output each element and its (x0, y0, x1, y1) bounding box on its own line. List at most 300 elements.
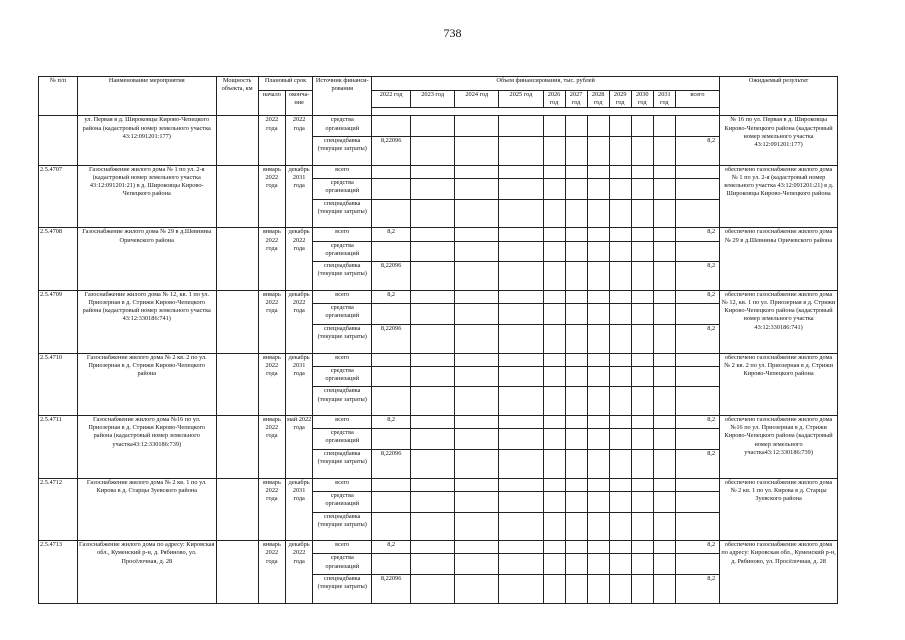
header-period: Плановый срок (258, 77, 313, 91)
value-year (587, 575, 609, 604)
funding-source: всего (313, 228, 372, 241)
value-year (455, 491, 499, 512)
value-total (675, 304, 719, 325)
value-year (609, 290, 631, 303)
expected-result: обеспечено газоснабжение жилого дома по адресу: Кировская обл., Куменский р-н, д. Рябиново, ул. Просёлочная, д. 28 (720, 541, 838, 604)
value-year (587, 241, 609, 262)
value-year (609, 137, 631, 166)
value-2022 (372, 478, 411, 491)
value-year (565, 416, 587, 429)
value-year (499, 416, 543, 429)
header-year: 2027 год (565, 91, 587, 108)
value-year (543, 491, 565, 512)
value-2022 (372, 116, 411, 137)
value-year (499, 512, 543, 541)
value-year (631, 290, 653, 303)
value-year (653, 575, 675, 604)
header-year: 2023 год (411, 91, 455, 108)
value-year (411, 178, 455, 199)
value-year (609, 366, 631, 387)
value-year (653, 416, 675, 429)
value-year (587, 416, 609, 429)
value-year (587, 165, 609, 178)
event-name: Газоснабжение жилого дома № 2 кв. 2 по ул. Приозерная в д. Стрижи Кирово-Чепецкого района (77, 353, 216, 416)
value-year (455, 575, 499, 604)
value-year (543, 416, 565, 429)
value-year (631, 491, 653, 512)
value-year (609, 304, 631, 325)
table-row (39, 478, 838, 491)
value-year (587, 178, 609, 199)
end-date: декабрь 2031 года (286, 165, 313, 228)
value-2022 (372, 178, 411, 199)
value-year (499, 387, 543, 416)
value-year (565, 491, 587, 512)
value-year (455, 165, 499, 178)
value-year (411, 262, 455, 291)
value-year (455, 478, 499, 491)
capacity-cell (216, 416, 258, 479)
event-name: Газоснабжение жилого дома № 2 кв. 1 по ул. Кирова в д. Старцы Зуевского района (77, 478, 216, 541)
value-year (653, 353, 675, 366)
row-number: 2.5.4708 (39, 228, 78, 291)
value-2022: 8,22096 (372, 575, 411, 604)
value-year (609, 324, 631, 353)
expected-result: обеспечено газоснабжение жилого дома № 1 по ул. 2-я (кадастровый номер земельного участка 43:12:091201:21) в д. Широковцы Кирово-Чепецкого района (720, 165, 838, 228)
value-year (653, 387, 675, 416)
funding-source: спецнадбавка (текущие затраты) (313, 387, 372, 416)
value-year (543, 199, 565, 228)
value-year (499, 429, 543, 450)
value-year (631, 199, 653, 228)
value-year (499, 449, 543, 478)
value-total (675, 491, 719, 512)
value-year (411, 512, 455, 541)
end-date: май 2022 года (286, 416, 313, 479)
value-year (455, 387, 499, 416)
value-year (609, 512, 631, 541)
value-year (499, 137, 543, 166)
value-year (543, 541, 565, 554)
table-row (39, 541, 838, 554)
capacity-cell (216, 290, 258, 353)
table-row (39, 116, 838, 137)
value-2022: 8,22096 (372, 449, 411, 478)
value-year (411, 290, 455, 303)
value-total (675, 178, 719, 199)
funding-source: всего (313, 416, 372, 429)
funding-source: средства организаций (313, 116, 372, 137)
event-name: Газоснабжение жилого дома № 1 по ул. 2-я (кадастровый номер земельного участка 43:12:091201:21) в д. Широковцы Кирово-Чепецкого района (77, 165, 216, 228)
end-date: декабрь 2031 года (286, 478, 313, 541)
value-year (631, 366, 653, 387)
header-end: оконча-ние (286, 91, 313, 116)
expected-result: обеспечено газоснабжение жилого дома № 12, кв. 1 по ул. Приозерная в д. Стрижи Кирово-Чепецкого района (кадастровый номер земельного участка 43:12:330186:741) (720, 290, 838, 353)
table-row (39, 290, 838, 303)
start-date: январь 2022 года (258, 165, 285, 228)
header-start: начало (258, 91, 285, 116)
value-total (675, 165, 719, 178)
value-total: 8,2 (675, 262, 719, 291)
value-year (565, 304, 587, 325)
value-year (631, 304, 653, 325)
funding-table (38, 76, 838, 604)
header-num: № п/п (39, 77, 78, 116)
start-date: январь 2022 года (258, 416, 285, 479)
value-year (565, 541, 587, 554)
capacity-cell (216, 228, 258, 291)
value-total (675, 199, 719, 228)
value-year (631, 353, 653, 366)
value-year (609, 491, 631, 512)
value-year (587, 478, 609, 491)
value-2022 (372, 199, 411, 228)
value-year (543, 366, 565, 387)
value-year (609, 416, 631, 429)
value-total: 8,2 (675, 324, 719, 353)
value-year (455, 199, 499, 228)
value-year (411, 478, 455, 491)
value-year (631, 541, 653, 554)
funding-source: спецнадбавка (текущие затраты) (313, 512, 372, 541)
value-year (411, 116, 455, 137)
value-year (543, 290, 565, 303)
value-2022 (372, 554, 411, 575)
value-total: 8,2 (675, 449, 719, 478)
value-2022 (372, 353, 411, 366)
value-year (609, 116, 631, 137)
value-year (653, 290, 675, 303)
value-year (565, 165, 587, 178)
funding-source: спецнадбавка (текущие затраты) (313, 575, 372, 604)
value-year (499, 178, 543, 199)
value-2022: 8,22096 (372, 262, 411, 291)
capacity-cell (216, 165, 258, 228)
value-year (499, 541, 543, 554)
value-year (631, 478, 653, 491)
value-year (455, 262, 499, 291)
value-year (587, 228, 609, 241)
value-year (653, 199, 675, 228)
value-year (499, 241, 543, 262)
expected-result: обеспечено газоснабжение жилого дома № 29 в д.Шевнины Оричевского района (720, 228, 838, 291)
value-total: 8,2 (675, 137, 719, 166)
value-year (565, 429, 587, 450)
value-year (631, 137, 653, 166)
end-date: декабрь 2022 года (286, 228, 313, 291)
table-row (39, 416, 838, 429)
value-total (675, 241, 719, 262)
value-year (609, 429, 631, 450)
value-2022: 8,2 (372, 228, 411, 241)
funding-source: спецнадбавка (текущие затраты) (313, 199, 372, 228)
header-year: 2024 год (455, 91, 499, 108)
value-year (609, 575, 631, 604)
end-date: 2022 года (286, 116, 313, 165)
value-year (499, 478, 543, 491)
value-year (411, 416, 455, 429)
value-year (587, 387, 609, 416)
start-date: январь 2022 года (258, 290, 285, 353)
value-year (587, 324, 609, 353)
value-year (411, 491, 455, 512)
value-year (609, 541, 631, 554)
value-year (543, 353, 565, 366)
funding-source: средства организаций (313, 429, 372, 450)
value-year (631, 228, 653, 241)
value-year (543, 262, 565, 291)
expected-result: обеспечено газоснабжение жилого дома №16 по ул. Приозерная в д. Стрижи Кирово-Чепецкого района (кадастровый номер земельного участка43:12:330186:739) (720, 416, 838, 479)
value-year (631, 324, 653, 353)
value-year (543, 304, 565, 325)
value-year (631, 429, 653, 450)
value-year (411, 554, 455, 575)
value-year (455, 228, 499, 241)
header-source: Источник финанси-рования (313, 77, 372, 116)
start-date: январь 2022 года (258, 353, 285, 416)
funding-source: всего (313, 478, 372, 491)
value-year (455, 178, 499, 199)
value-year (609, 387, 631, 416)
value-2022 (372, 165, 411, 178)
value-year (631, 241, 653, 262)
event-name: Газоснабжение жилого дома № 12, кв. 1 по ул. Приозерная в д. Стрижи Кирово-Чепецкого района (кадастровый номер земельного участка 43:12:330186:741) (77, 290, 216, 353)
value-total (675, 387, 719, 416)
value-year (499, 366, 543, 387)
row-number (39, 116, 78, 165)
table-row (39, 228, 838, 241)
value-year (543, 228, 565, 241)
value-year (543, 575, 565, 604)
value-year (631, 416, 653, 429)
value-year (631, 262, 653, 291)
end-date: декабрь 2022 года (286, 541, 313, 604)
value-year (455, 366, 499, 387)
value-year (411, 165, 455, 178)
value-2022: 8,2 (372, 290, 411, 303)
value-year (609, 353, 631, 366)
value-year (653, 324, 675, 353)
value-year (653, 241, 675, 262)
end-date: декабрь 2031 года (286, 353, 313, 416)
value-year (455, 416, 499, 429)
value-year (587, 304, 609, 325)
value-total (675, 353, 719, 366)
value-year (609, 165, 631, 178)
value-year (609, 449, 631, 478)
value-year (631, 178, 653, 199)
value-year (455, 512, 499, 541)
value-year (499, 116, 543, 137)
row-number: 2.5.4707 (39, 165, 78, 228)
value-year (609, 228, 631, 241)
value-year (565, 228, 587, 241)
value-year (565, 199, 587, 228)
row-number: 2.5.4709 (39, 290, 78, 353)
value-2022 (372, 241, 411, 262)
value-year (565, 554, 587, 575)
value-year (411, 324, 455, 353)
value-2022 (372, 512, 411, 541)
header-name: Наименование мероприятия (77, 77, 216, 116)
value-year (499, 290, 543, 303)
event-name: Газоснабжение жилого дома № 29 в д.Шевнины Оричевского района (77, 228, 216, 291)
value-year (631, 512, 653, 541)
value-year (543, 116, 565, 137)
event-name: ул. Первая в д. Широковцы Кирово-Чепецкого района (кадастровый номер земельного участка 43:12:091201:177) (77, 116, 216, 165)
capacity-cell (216, 116, 258, 165)
value-year (543, 324, 565, 353)
value-total: 8,2 (675, 290, 719, 303)
value-year (411, 137, 455, 166)
value-total: 8,2 (675, 575, 719, 604)
value-year (455, 541, 499, 554)
value-year (499, 165, 543, 178)
value-year (653, 165, 675, 178)
funding-source: всего (313, 165, 372, 178)
value-year (631, 387, 653, 416)
value-year (455, 304, 499, 325)
value-total: 8,2 (675, 228, 719, 241)
value-year (587, 137, 609, 166)
value-year (587, 429, 609, 450)
value-2022: 8,22096 (372, 324, 411, 353)
value-year (543, 554, 565, 575)
value-year (543, 512, 565, 541)
funding-source: средства организаций (313, 304, 372, 325)
value-year (609, 178, 631, 199)
value-year (587, 554, 609, 575)
value-year (587, 199, 609, 228)
row-number: 2.5.4711 (39, 416, 78, 479)
header-year: 2031 год (653, 91, 675, 108)
value-year (565, 290, 587, 303)
value-year (411, 353, 455, 366)
value-year (587, 512, 609, 541)
value-year (631, 554, 653, 575)
start-date: январь 2022 года (258, 541, 285, 604)
funding-source: средства организаций (313, 178, 372, 199)
value-year (411, 429, 455, 450)
value-year (565, 116, 587, 137)
value-year (653, 478, 675, 491)
value-year (411, 366, 455, 387)
start-date: 2022 года (258, 116, 285, 165)
value-year (565, 137, 587, 166)
value-year (587, 262, 609, 291)
value-year (455, 116, 499, 137)
value-2022 (372, 366, 411, 387)
value-year (565, 512, 587, 541)
value-year (631, 575, 653, 604)
value-year (543, 241, 565, 262)
value-year (455, 137, 499, 166)
value-2022 (372, 387, 411, 416)
value-year (653, 449, 675, 478)
value-2022: 8,2 (372, 416, 411, 429)
value-year (653, 541, 675, 554)
value-year (455, 429, 499, 450)
value-year (499, 324, 543, 353)
funding-source: всего (313, 541, 372, 554)
value-year (609, 199, 631, 228)
value-year (499, 554, 543, 575)
value-year (455, 290, 499, 303)
value-2022 (372, 304, 411, 325)
value-year (543, 429, 565, 450)
funding-source: средства организаций (313, 366, 372, 387)
value-year (609, 478, 631, 491)
capacity-cell (216, 353, 258, 416)
value-year (609, 262, 631, 291)
value-total (675, 512, 719, 541)
value-year (587, 541, 609, 554)
header-year: 2030 год (631, 91, 653, 108)
value-year (565, 178, 587, 199)
value-year (565, 387, 587, 416)
value-year (653, 178, 675, 199)
capacity-cell (216, 478, 258, 541)
value-2022: 8,2 (372, 541, 411, 554)
value-total (675, 116, 719, 137)
value-year (631, 116, 653, 137)
value-total (675, 478, 719, 491)
value-year (455, 324, 499, 353)
start-date: январь 2022 года (258, 478, 285, 541)
value-year (499, 304, 543, 325)
funding-source: спецнадбавка (текущие затраты) (313, 137, 372, 166)
row-number: 2.5.4710 (39, 353, 78, 416)
value-year (653, 429, 675, 450)
expected-result: № 16 по ул. Первая в д. Широковцы Кирово-Чепецкого района (кадастровый номер земельного участка 43:12:091201:177) (720, 116, 838, 165)
funding-source: средства организаций (313, 491, 372, 512)
header-year: 2026 год (543, 91, 565, 108)
value-year (565, 366, 587, 387)
value-year (411, 241, 455, 262)
end-date: декабрь 2022 года (286, 290, 313, 353)
expected-result: обеспечено газоснабжение жилого дома № 2 кв. 1 по ул. Кирова в д. Старцы Зуевского района (720, 478, 838, 541)
header-year: 2028 год (587, 91, 609, 108)
table-row (39, 165, 838, 178)
header-year: 2022 год (372, 91, 411, 108)
value-year (411, 304, 455, 325)
funding-source: спецнадбавка (текущие затраты) (313, 449, 372, 478)
value-year (587, 366, 609, 387)
value-year (653, 116, 675, 137)
funding-source: спецнадбавка (текущие затраты) (313, 324, 372, 353)
value-year (455, 241, 499, 262)
value-year (411, 228, 455, 241)
value-year (609, 241, 631, 262)
value-total: 8,2 (675, 416, 719, 429)
row-number: 2.5.4713 (39, 541, 78, 604)
value-year (455, 449, 499, 478)
value-year (543, 178, 565, 199)
header-year: 2029 год (609, 91, 631, 108)
value-year (411, 387, 455, 416)
value-year (609, 554, 631, 575)
value-year (543, 478, 565, 491)
value-2022: 8,22096 (372, 137, 411, 166)
value-total (675, 429, 719, 450)
row-number: 2.5.4712 (39, 478, 78, 541)
value-year (631, 165, 653, 178)
value-year (543, 137, 565, 166)
value-year (499, 491, 543, 512)
event-name: Газоснабжение жилого дома №16 по ул. Приозерная в д. Стрижи Кирово-Чепецкого района (кадастровый номер земельного участка43:12:330186:739) (77, 416, 216, 479)
value-year (565, 241, 587, 262)
value-year (499, 262, 543, 291)
